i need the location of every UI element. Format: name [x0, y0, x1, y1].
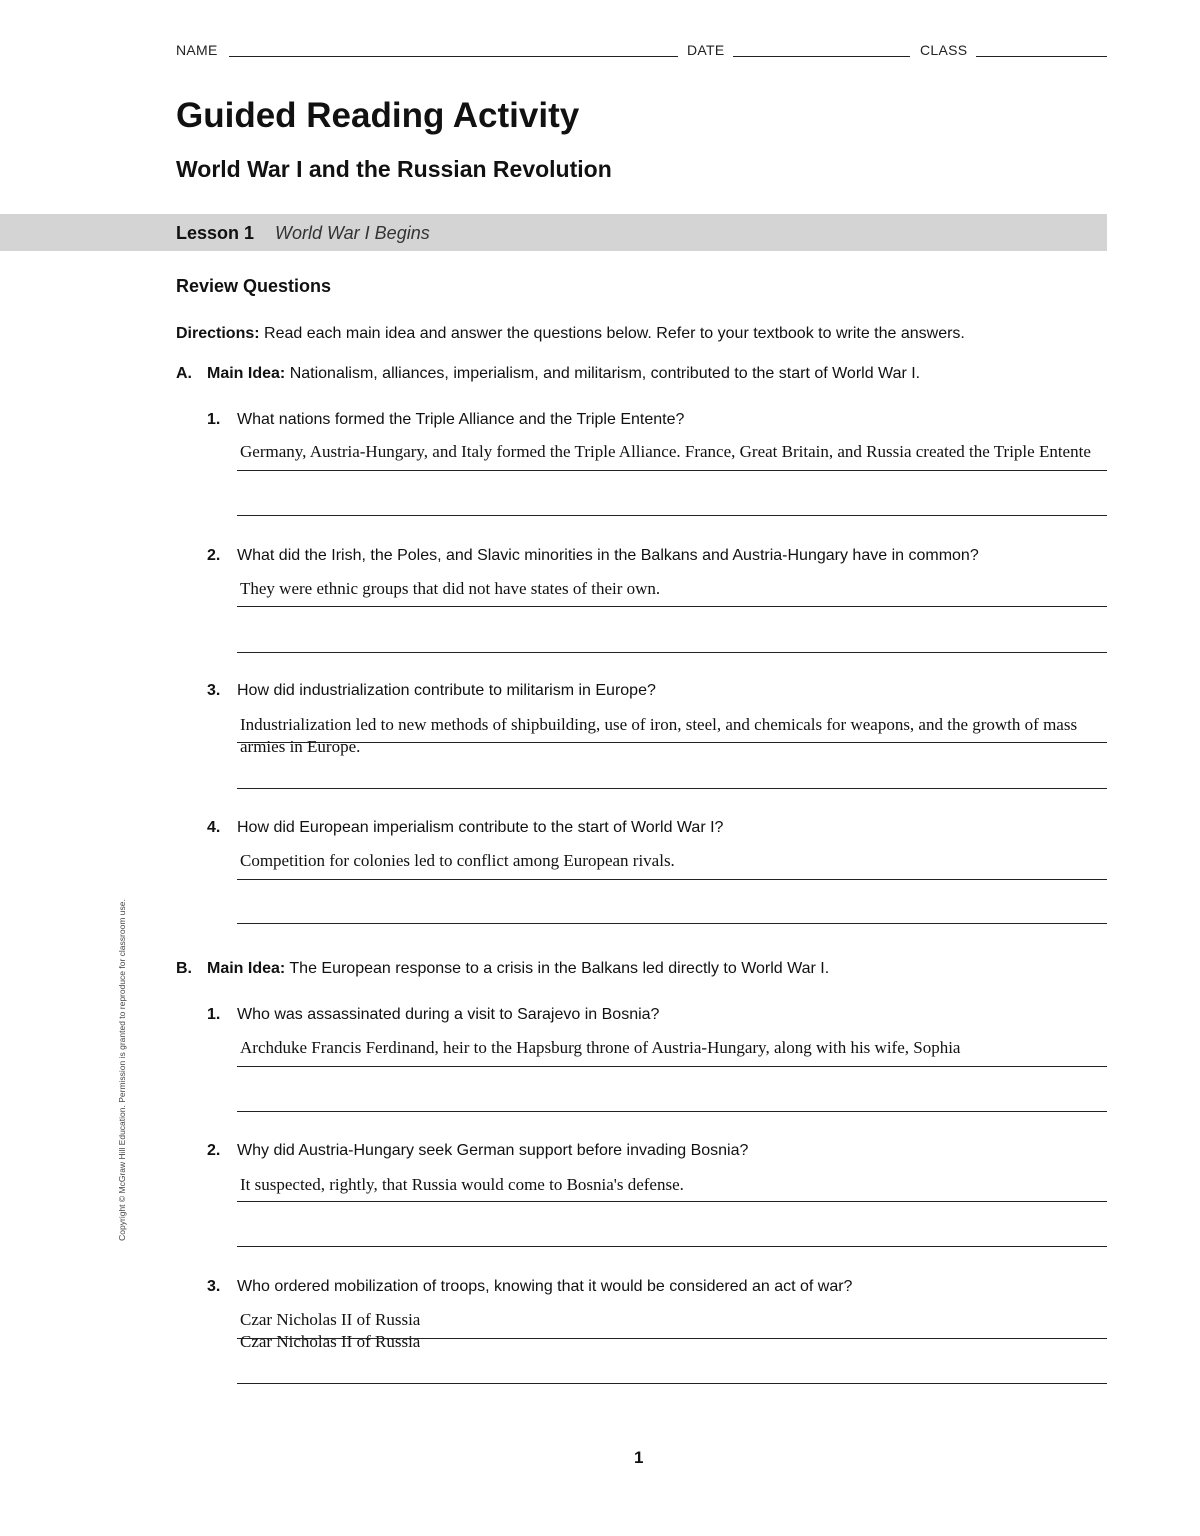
- question-number: 3.: [207, 1278, 221, 1295]
- answer-line: [237, 1111, 1107, 1112]
- answer-line: [237, 1246, 1107, 1247]
- date-field-line[interactable]: [733, 56, 910, 57]
- class-field-line[interactable]: [976, 56, 1107, 57]
- question-b1: [207, 1006, 659, 1024]
- main-idea-letter: A.: [176, 365, 192, 382]
- name-label: NAME: [176, 42, 218, 58]
- main-idea-label: Main Idea:: [207, 365, 286, 382]
- answer-b3-repeat[interactable]: Czar Nicholas II of Russia: [240, 1332, 421, 1351]
- answer-line: [237, 923, 1107, 924]
- answer-b3[interactable]: Czar Nicholas II of Russia: [240, 1310, 421, 1329]
- question-number: 1.: [207, 411, 221, 428]
- main-idea-letter: B.: [176, 960, 192, 977]
- review-heading: Review Questions: [176, 276, 332, 296]
- main-idea-b: [176, 960, 829, 978]
- answer-line: [237, 606, 1107, 607]
- answer-b1[interactable]: Archduke Francis Ferdinand, heir to the Hapsburg throne of Austria-Hungary, along with his wife, Sophia: [240, 1038, 961, 1057]
- question-text: What did the Irish, the Poles, and Slavic minorities in the Balkans and Austria-Hungary have in common?: [237, 547, 979, 564]
- question-a2: [207, 547, 979, 565]
- answer-line: [237, 1066, 1107, 1067]
- page-title: Guided Reading Activity: [176, 96, 580, 135]
- answer-line: [237, 470, 1107, 471]
- question-text: Why did Austria-Hungary seek German support before invading Bosnia?: [237, 1142, 749, 1159]
- answer-line: [237, 515, 1107, 516]
- question-number: 3.: [207, 682, 221, 699]
- directions-label: Directions:: [176, 325, 260, 342]
- answer-line: [237, 1383, 1107, 1384]
- lesson-label: Lesson 1: [176, 223, 255, 243]
- main-idea-label: Main Idea:: [207, 960, 286, 977]
- lesson-banner: [0, 214, 1107, 251]
- answer-a4[interactable]: Competition for colonies led to conflict among European rivals.: [240, 851, 675, 870]
- answer-line: [237, 788, 1107, 789]
- directions: [176, 325, 965, 343]
- name-field-line[interactable]: [229, 56, 678, 57]
- answer-line: [237, 1201, 1107, 1202]
- question-text: How did European imperialism contribute to the start of World War I?: [237, 819, 724, 836]
- answer-line: [237, 652, 1107, 653]
- date-label: DATE: [687, 42, 725, 58]
- question-text: What nations formed the Triple Alliance and the Triple Entente?: [237, 411, 685, 428]
- question-number: 2.: [207, 547, 221, 564]
- question-b2: [207, 1142, 748, 1160]
- question-a1: [207, 411, 684, 429]
- answer-line: [237, 1338, 1107, 1339]
- question-text: Who ordered mobilization of troops, knowing that it would be considered an act of war?: [237, 1278, 853, 1295]
- main-idea-text: Nationalism, alliances, imperialism, and militarism, contributed to the start of World War I.: [289, 365, 921, 382]
- question-text: Who was assassinated during a visit to Sarajevo in Bosnia?: [237, 1006, 660, 1023]
- question-a4: [207, 819, 723, 837]
- question-number: 1.: [207, 1006, 221, 1023]
- answer-a2[interactable]: They were ethnic groups that did not have states of their own.: [240, 579, 661, 598]
- class-label: CLASS: [920, 42, 968, 58]
- page-number: 1: [634, 1448, 644, 1467]
- answer-line: [237, 879, 1107, 880]
- question-number: 4.: [207, 819, 221, 836]
- main-idea-text: The European response to a crisis in the Balkans led directly to World War I.: [289, 960, 830, 977]
- answer-a1[interactable]: Germany, Austria-Hungary, and Italy formed the Triple Alliance. France, Great Britain, and Russia created the Triple Entente: [240, 442, 1091, 461]
- page-subtitle: World War I and the Russian Revolution: [176, 156, 612, 182]
- question-a3: [207, 682, 656, 700]
- answer-a3[interactable]: Industrialization led to new methods of shipbuilding, use of iron, steel, and chemicals for weapons, and the growth of mass armies in Europe.: [240, 715, 1078, 756]
- copyright-notice: Copyright © McGraw Hill Education. Permission is granted to reproduce for classroom use.: [117, 899, 127, 1241]
- answer-b2[interactable]: It suspected, rightly, that Russia would come to Bosnia's defense.: [240, 1175, 684, 1194]
- question-number: 2.: [207, 1142, 221, 1159]
- main-idea-a: [176, 365, 920, 383]
- question-text: How did industrialization contribute to militarism in Europe?: [237, 682, 656, 699]
- answer-line: [237, 742, 1107, 743]
- lesson-name: World War I Begins: [275, 223, 430, 243]
- directions-text: Read each main idea and answer the questions below. Refer to your textbook to write the answers.: [264, 325, 965, 342]
- question-b3: [207, 1278, 852, 1296]
